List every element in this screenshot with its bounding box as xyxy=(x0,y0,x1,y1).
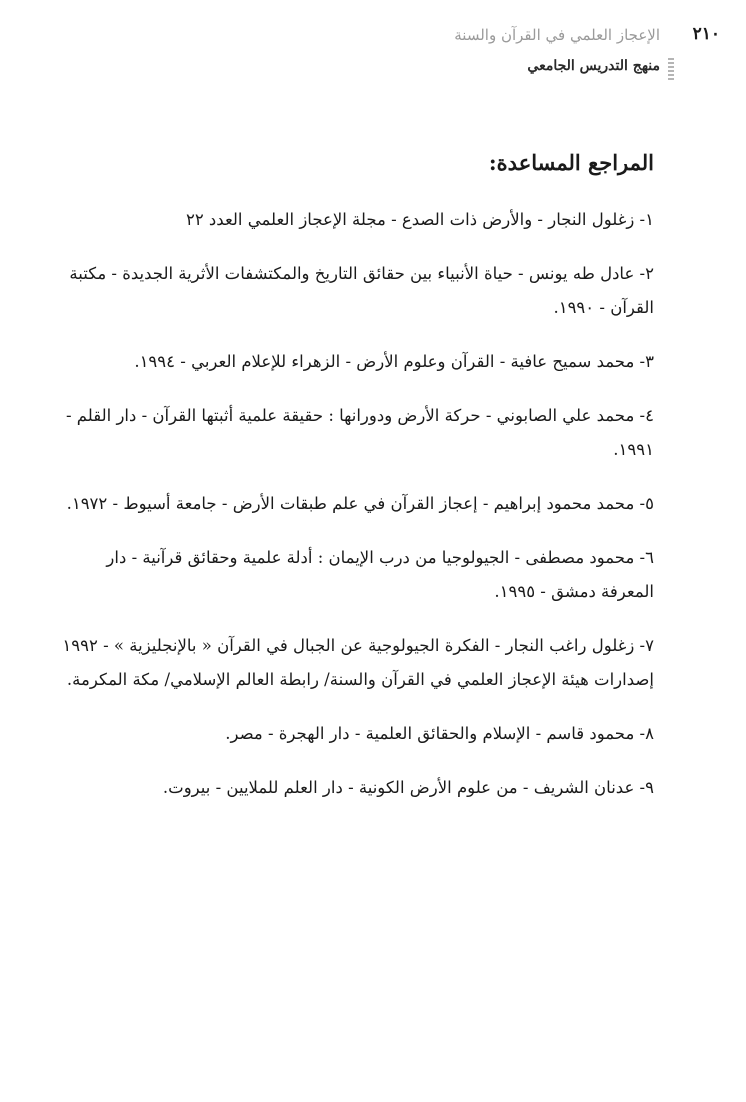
header-mark xyxy=(668,58,674,80)
reference-item: ٨- محمود قاسم - الإسلام والحقائق العلمية - دار الهجرة - مصر. xyxy=(225,724,654,743)
page-number: ٢١٠ xyxy=(692,24,720,44)
running-title: الإعجاز العلمي في القرآن والسنة xyxy=(454,26,660,44)
reference-item: ٢- عادل طه يونس - حياة الأنبياء بين حقائق التاريخ والمكتشفات الأثرية الجديدة - مكتبة القرآن - ١٩٩٠. xyxy=(69,264,654,317)
references-section xyxy=(54,150,654,825)
reference-item: ٥- محمد محمود إبراهيم - إعجاز القرآن في علم طبقات الأرض - جامعة أسيوط - ١٩٧٢. xyxy=(66,494,654,513)
references-heading: المراجع المساعدة: xyxy=(488,150,654,175)
reference-item: ٩- عدنان الشريف - من علوم الأرض الكونية - دار العلم للملايين - بيروت. xyxy=(162,778,654,797)
references-list xyxy=(54,203,654,805)
reference-item: ٧- زغلول راغب النجار - الفكرة الجيولوجية عن الجبال في القرآن « بالإنجليزية » - ١٩٩٢ إصدارات هيئة الإعجاز العلمي في القرآن والسنة/ رابطة العالم الإسلامي/ مكة المكرمة. xyxy=(62,636,654,689)
reference-item: ٦- محمود مصطفى - الجيولوجيا من درب الإيمان : أدلة علمية وحقائق قرآنية - دار المعرفة دمشق - ١٩٩٥. xyxy=(106,548,654,601)
section-title: منهج التدريس الجامعي xyxy=(527,58,660,74)
reference-item: ٣- محمد سميح عافية - القرآن وعلوم الأرض - الزهراء للإعلام العربي - ١٩٩٤. xyxy=(134,352,654,371)
reference-item: ١- زغلول النجار - والأرض ذات الصدع - مجلة الإعجاز العلمي العدد ٢٢ xyxy=(185,210,654,229)
reference-item: ٤- محمد علي الصابوني - حركة الأرض ودورانها : حقيقة علمية أثبتها القرآن - دار القلم - ١٩٩١. xyxy=(65,406,654,459)
